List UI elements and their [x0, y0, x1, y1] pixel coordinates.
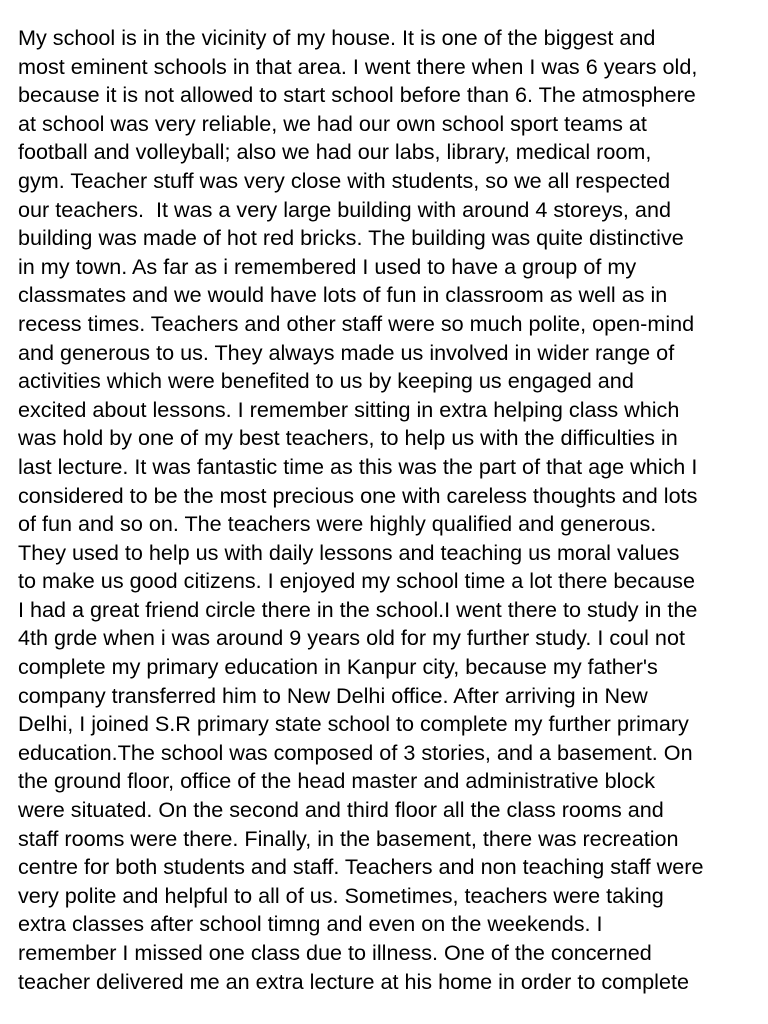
text-line: our teachers. It was a very large building with around 4 storeys, and: [18, 196, 671, 222]
text-line: activities which were benefited to us by keeping us engaged and: [18, 368, 634, 394]
text-line: excited about lessons. I remember sitting in extra helping class which: [18, 396, 680, 422]
text-line: building was made of hot red bricks. The building was quite distinctive: [18, 225, 684, 251]
text-line: football and volleyball; also we had our labs, library, medical room,: [18, 139, 652, 165]
text-line: teacher delivered me an extra lecture at his home in order to complete: [18, 968, 689, 994]
text-line: I had a great friend circle there in the school.I went there to study in the: [18, 596, 698, 622]
text-line: complete my primary education in Kanpur city, because my father's: [18, 654, 658, 680]
text-line: most eminent schools in that area. I went there when I was 6 years old,: [18, 53, 698, 79]
text-line: was hold by one of my best teachers, to help us with the difficulties in: [18, 425, 678, 451]
text-line: education.The school was composed of 3 stories, and a basement. On: [18, 739, 693, 765]
text-line: They used to help us with daily lessons and teaching us moral values: [18, 539, 680, 565]
text-line: at school was very reliable, we had our own school sport teams at: [18, 110, 647, 136]
text-line: My school is in the vicinity of my house. It is one of the biggest and: [18, 25, 656, 50]
text-line: very polite and helpful to all of us. Sometimes, teachers were taking: [18, 882, 664, 908]
essay-text: [18, 24, 766, 996]
text-line: last lecture. It was fantastic time as this was the part of that age which I: [18, 453, 698, 479]
text-line: because it is not allowed to start school before than 6. The atmosphere: [18, 82, 696, 108]
text-line: in my town. As far as i remembered I used to have a group of my: [18, 253, 637, 279]
text-line: considered to be the most precious one with careless thoughts and lots: [18, 482, 698, 508]
text-line: centre for both students and staff. Teachers and non teaching staff were: [18, 854, 704, 880]
text-line: were situated. On the second and third floor all the class rooms and: [18, 797, 664, 823]
text-line: to make us good citizens. I enjoyed my school time a lot there because: [18, 568, 695, 594]
text-line: and generous to us. They always made us involved in wider range of: [18, 339, 675, 365]
text-line: extra classes after school timng and even on the weekends. I: [18, 911, 603, 937]
text-line: Delhi, I joined S.R primary state school to complete my further primary: [18, 711, 689, 737]
text-line: remember I missed one class due to illness. One of the concerned: [18, 940, 652, 965]
text-line: gym. Teacher stuff was very close with students, so we all respected: [18, 167, 671, 193]
text-line: the ground floor, office of the head master and administrative block: [18, 768, 655, 794]
text-line: of fun and so on. The teachers were highly qualified and generous.: [18, 511, 657, 537]
text-line: company transferred him to New Delhi office. After arriving in New: [18, 682, 648, 708]
text-line: staff rooms were there. Finally, in the basement, there was recreation: [18, 825, 679, 851]
text-line: recess times. Teachers and other staff were so much polite, open-mind: [18, 310, 695, 336]
text-line: 4th grde when i was around 9 years old for my further study. I coul not: [18, 625, 685, 651]
text-line: classmates and we would have lots of fun in classroom as well as in: [18, 282, 668, 308]
